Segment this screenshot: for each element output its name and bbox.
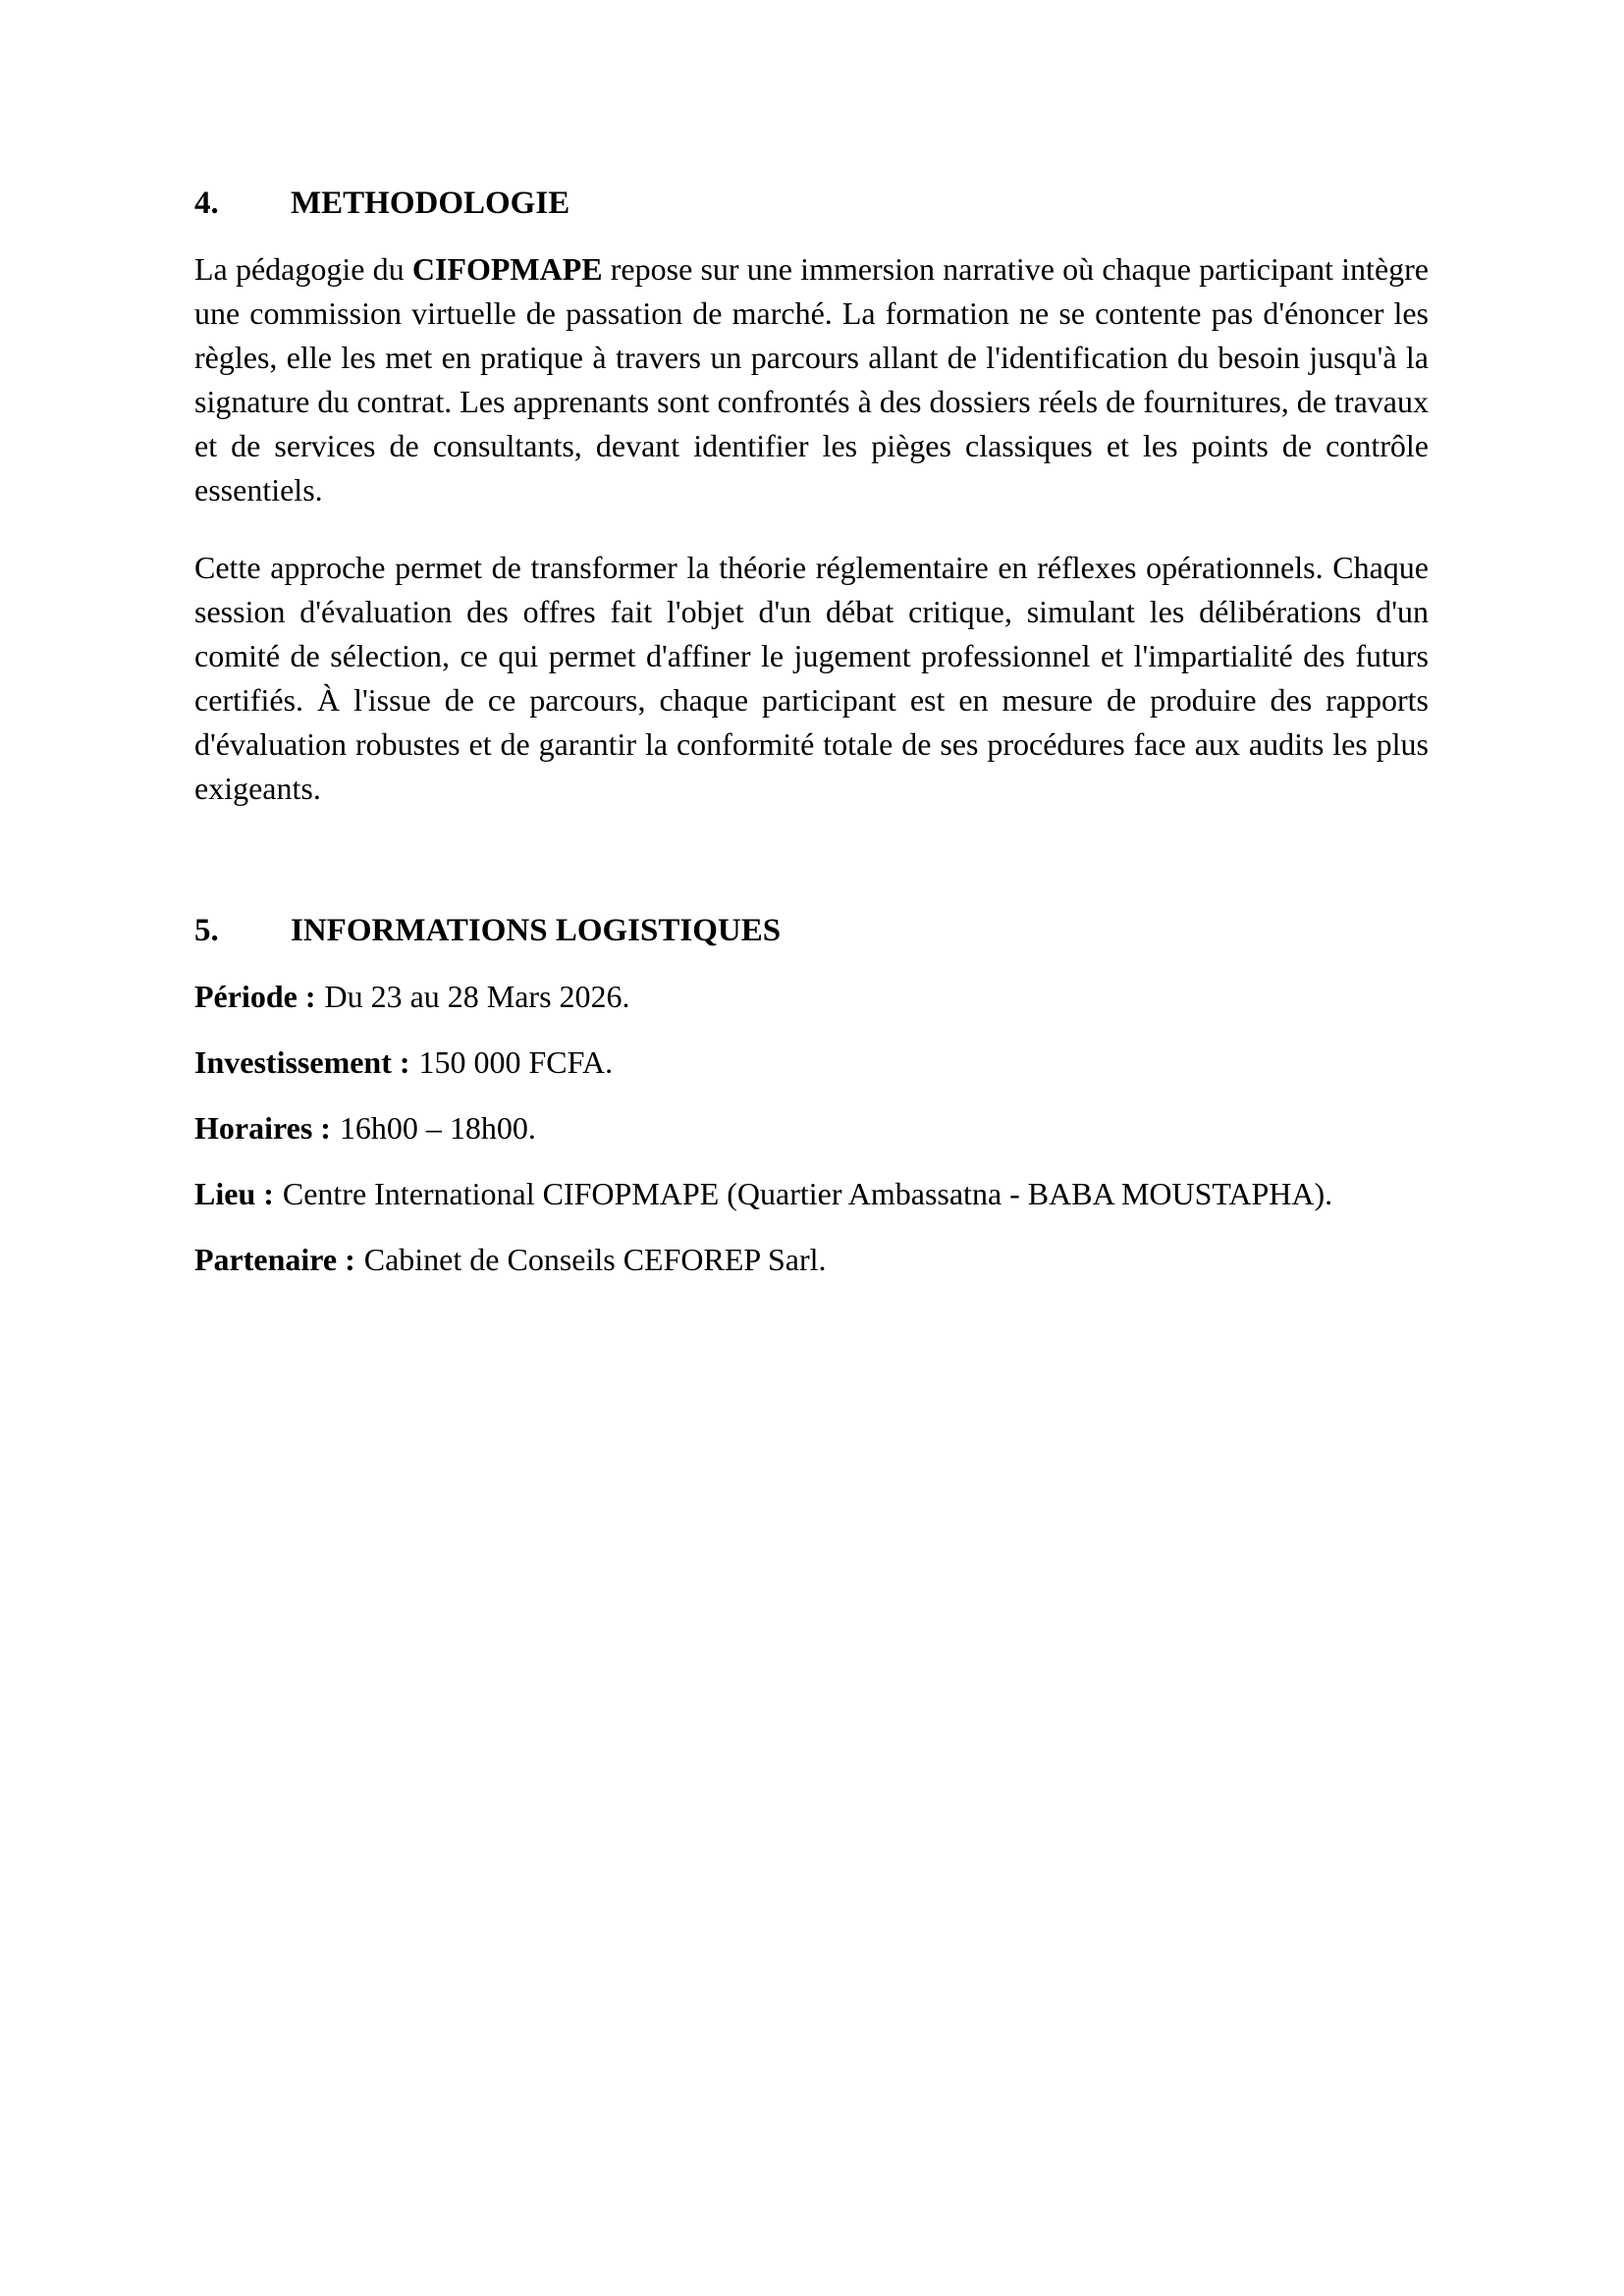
partenaire-label: Partenaire : (194, 1242, 355, 1277)
lieu-label: Lieu : (194, 1176, 274, 1211)
partenaire-value: Cabinet de Conseils CEFOREP Sarl. (363, 1242, 827, 1277)
logistics-item-horaires (194, 1106, 1429, 1150)
horaires-value: 16h00 – 18h00. (339, 1110, 536, 1146)
section-5-title: INFORMATIONS LOGISTIQUES (291, 913, 782, 948)
section-4-number: 4. (194, 186, 219, 221)
section-4-title: METHODOLOGIE (291, 186, 570, 221)
logistics-item-lieu (194, 1172, 1429, 1216)
horaires-label: Horaires : (194, 1110, 331, 1146)
section-4-heading (194, 182, 1429, 226)
paragraph-1-text-after: repose sur une immersion narrative où chaque participant intègre une commission virtuelle de passation de marché. La formation ne se contente pas d'énoncer les règles, elle les met en pratique à travers un parcours allant de l'identification du besoin jusqu'à la signature du contrat. Les apprenants sont confrontés à des dossiers réels de fournitures, de travaux et de services de consultants, devant identifier les pièges classiques et les points de contrôle essentiels. (194, 251, 1429, 507)
logistics-item-periode (194, 975, 1429, 1019)
logistics-item-partenaire (194, 1238, 1429, 1282)
section-5-number: 5. (194, 913, 219, 948)
methodology-paragraph-2: Cette approche permet de transformer la théorie réglementaire en réflexes opérationnels. Chaque session d'évaluation des offres fait l'objet d'un débat critique, simulant les délibérations d'un comité de sélection, ce qui permet d'affiner le jugement professionnel et l'impartialité des futurs certifiés. À l'issue de ce parcours, chaque participant est en mesure de produire des rapports d'évaluation robustes et de garantir la conformité totale de ses procédures face aux audits les plus exigeants. (194, 550, 1429, 806)
lieu-value: Centre International CIFOPMAPE (Quartier Ambassatna - BABA MOUSTAPHA). (282, 1176, 1333, 1211)
investissement-value: 150 000 FCFA. (418, 1044, 614, 1080)
periode-value: Du 23 au 28 Mars 2026. (324, 979, 630, 1014)
methodology-paragraph-1 (194, 247, 1429, 512)
periode-label: Période : (194, 979, 316, 1014)
paragraph-1-text-before: La pédagogie du (194, 251, 412, 287)
logistics-item-investissement (194, 1041, 1429, 1085)
investissement-label: Investissement : (194, 1044, 410, 1080)
organization-name-bold: CIFOPMAPE (411, 251, 603, 287)
section-5-heading (194, 909, 1429, 953)
section-methodologie (194, 182, 1429, 811)
section-informations-logistiques (194, 909, 1429, 1282)
